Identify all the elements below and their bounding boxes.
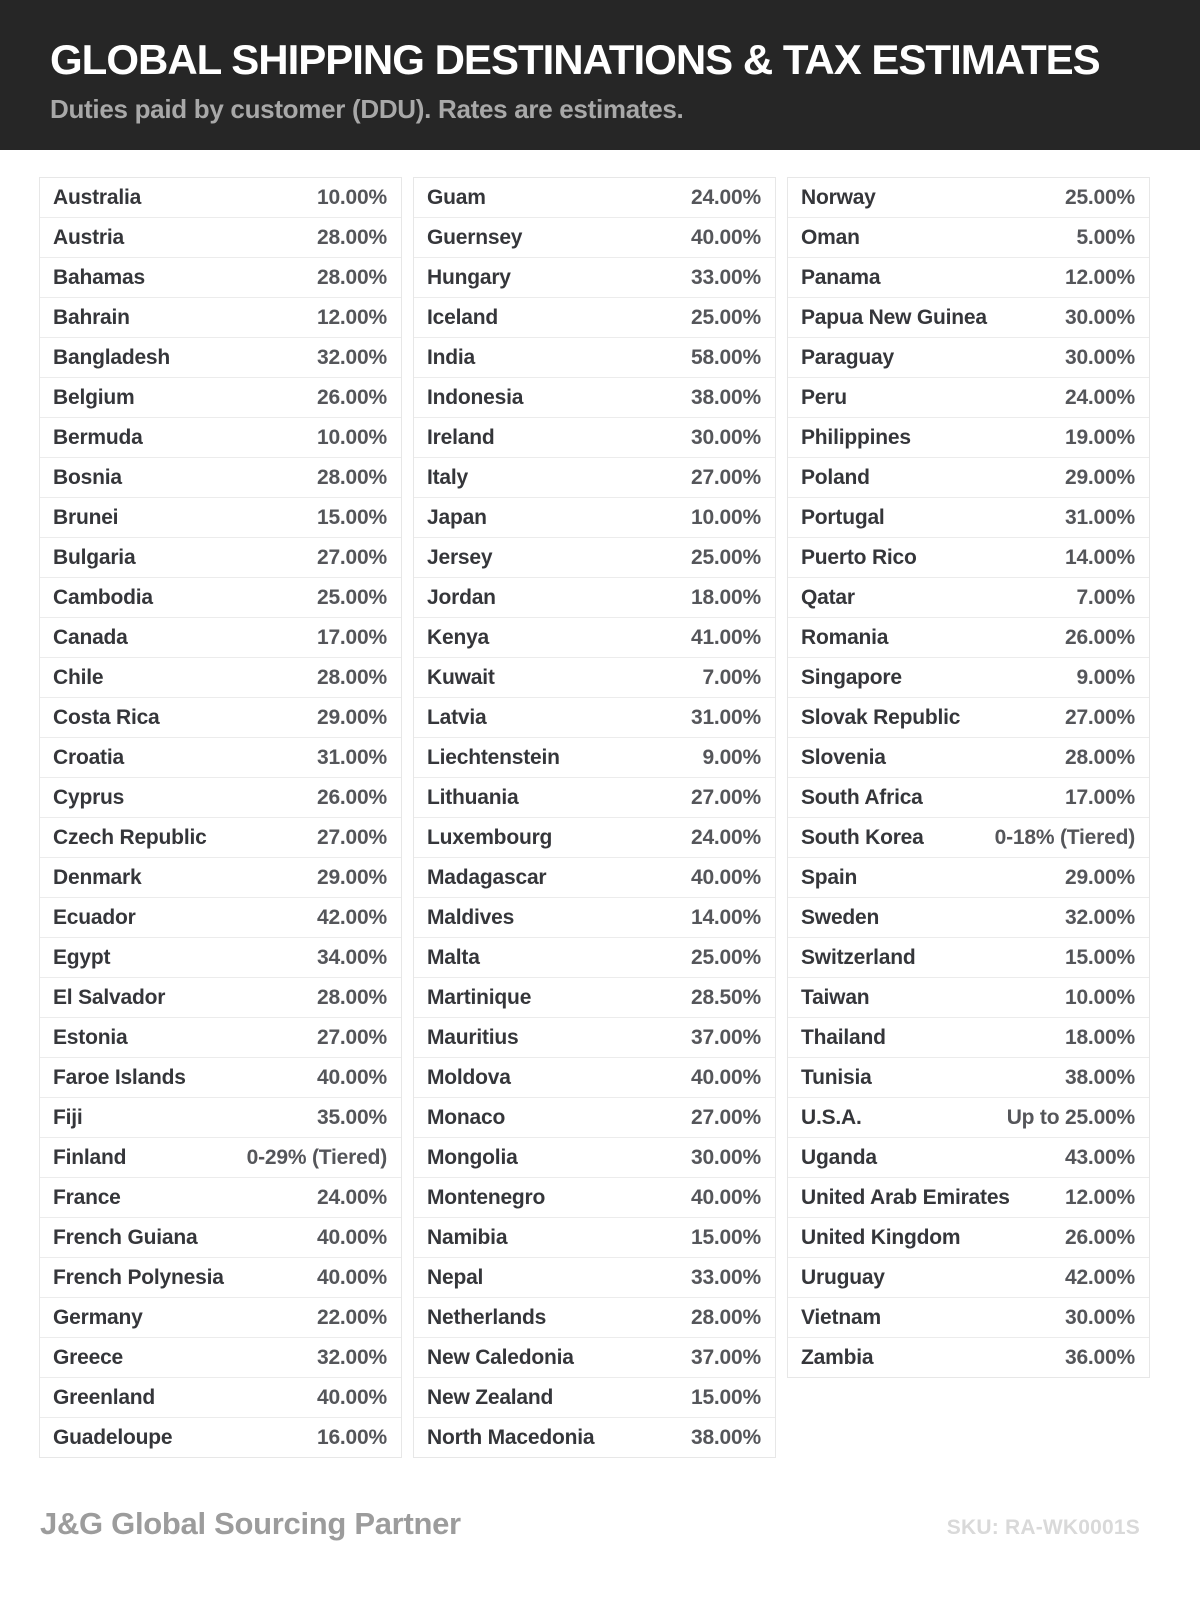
tax-rate-value: 12.00% bbox=[316, 305, 387, 329]
table-row bbox=[414, 698, 775, 738]
country-name: Estonia bbox=[53, 1025, 128, 1049]
tax-rate-value: 40.00% bbox=[690, 865, 761, 889]
table-row bbox=[414, 738, 775, 778]
country-name: Sweden bbox=[801, 905, 880, 929]
table-row bbox=[788, 338, 1149, 378]
sku-label: SKU: RA-WK0001S bbox=[946, 1516, 1140, 1539]
tax-rate-value: 32.00% bbox=[316, 1345, 387, 1369]
country-name: Philippines bbox=[801, 425, 911, 449]
country-name: India bbox=[427, 345, 476, 369]
tax-rate-value: 29.00% bbox=[316, 865, 387, 889]
table-row bbox=[40, 778, 401, 818]
country-name: Guadeloupe bbox=[53, 1425, 173, 1449]
tax-rate-value: 35.00% bbox=[316, 1105, 387, 1129]
table-row bbox=[40, 458, 401, 498]
table-row bbox=[414, 858, 775, 898]
table-row bbox=[414, 978, 775, 1018]
table-row bbox=[414, 658, 775, 698]
tax-rate-value: 27.00% bbox=[1064, 705, 1135, 729]
table-row bbox=[40, 418, 401, 458]
tax-rate-value: 40.00% bbox=[316, 1065, 387, 1089]
rates-column-1 bbox=[39, 177, 402, 1458]
table-row bbox=[788, 1338, 1149, 1377]
country-name: Guam bbox=[427, 185, 486, 209]
table-row bbox=[788, 618, 1149, 658]
tax-rate-value: 5.00% bbox=[1076, 225, 1135, 249]
country-name: Brunei bbox=[53, 505, 119, 529]
table-row bbox=[414, 338, 775, 378]
tax-rate-value: 40.00% bbox=[316, 1385, 387, 1409]
table-row bbox=[788, 1058, 1149, 1098]
country-name: Germany bbox=[53, 1305, 143, 1329]
country-name: Singapore bbox=[801, 665, 902, 689]
country-name: Papua New Guinea bbox=[801, 305, 987, 329]
country-name: Chile bbox=[53, 665, 104, 689]
country-name: Bahamas bbox=[53, 265, 145, 289]
table-row bbox=[414, 1258, 775, 1298]
country-name: Denmark bbox=[53, 865, 142, 889]
tax-rate-value: 19.00% bbox=[1064, 425, 1135, 449]
tax-rate-value: 15.00% bbox=[690, 1385, 761, 1409]
table-row bbox=[40, 498, 401, 538]
country-name: Ireland bbox=[427, 425, 495, 449]
table-row bbox=[40, 1418, 401, 1457]
tax-rate-value: 29.00% bbox=[316, 705, 387, 729]
country-name: Mauritius bbox=[427, 1025, 519, 1049]
tax-rate-value: 14.00% bbox=[690, 905, 761, 929]
table-row bbox=[788, 858, 1149, 898]
tax-rate-value: 34.00% bbox=[316, 945, 387, 969]
country-name: Spain bbox=[801, 865, 858, 889]
country-name: Iceland bbox=[427, 305, 498, 329]
table-row bbox=[40, 1098, 401, 1138]
table-row bbox=[414, 1218, 775, 1258]
table-row bbox=[40, 658, 401, 698]
table-row bbox=[40, 698, 401, 738]
header-banner bbox=[0, 0, 1200, 150]
table-row bbox=[414, 1058, 775, 1098]
table-row bbox=[788, 1098, 1149, 1138]
tax-rate-value: 7.00% bbox=[1076, 585, 1135, 609]
table-row bbox=[40, 1378, 401, 1418]
tax-rate-value: 28.00% bbox=[316, 665, 387, 689]
country-name: Panama bbox=[801, 265, 881, 289]
country-name: Slovenia bbox=[801, 745, 886, 769]
country-name: El Salvador bbox=[53, 985, 166, 1009]
tax-rate-value: 16.00% bbox=[316, 1425, 387, 1449]
tax-rate-value: 24.00% bbox=[690, 825, 761, 849]
tax-rate-value: 10.00% bbox=[316, 425, 387, 449]
tax-rate-value: 24.00% bbox=[1064, 385, 1135, 409]
table-row bbox=[788, 1138, 1149, 1178]
table-row bbox=[414, 938, 775, 978]
country-name: Ecuador bbox=[53, 905, 136, 929]
tax-rate-value: 37.00% bbox=[690, 1025, 761, 1049]
country-name: Thailand bbox=[801, 1025, 886, 1049]
country-name: Jersey bbox=[427, 545, 493, 569]
table-row bbox=[414, 1098, 775, 1138]
country-name: Australia bbox=[53, 185, 142, 209]
table-row bbox=[788, 1018, 1149, 1058]
country-name: Vietnam bbox=[801, 1305, 881, 1329]
tax-rate-value: 31.00% bbox=[316, 745, 387, 769]
country-name: Bulgaria bbox=[53, 545, 136, 569]
country-name: Slovak Republic bbox=[801, 705, 961, 729]
tax-rate-value: 25.00% bbox=[690, 945, 761, 969]
table-row bbox=[788, 898, 1149, 938]
country-name: Martinique bbox=[427, 985, 532, 1009]
country-name: Croatia bbox=[53, 745, 124, 769]
table-row bbox=[414, 1018, 775, 1058]
table-row bbox=[414, 578, 775, 618]
table-row bbox=[40, 1298, 401, 1338]
country-name: U.S.A. bbox=[801, 1105, 862, 1129]
tax-rate-value: 9.00% bbox=[1076, 665, 1135, 689]
table-row bbox=[414, 538, 775, 578]
country-name: Cyprus bbox=[53, 785, 125, 809]
tax-rate-value: 27.00% bbox=[316, 545, 387, 569]
tax-rate-value: 17.00% bbox=[1064, 785, 1135, 809]
tax-rate-value: 0-18% (Tiered) bbox=[994, 825, 1135, 849]
tax-rate-value: 30.00% bbox=[1064, 1305, 1135, 1329]
tax-rate-value: 30.00% bbox=[690, 1145, 761, 1169]
tax-rate-value: 30.00% bbox=[1064, 305, 1135, 329]
table-row bbox=[788, 1178, 1149, 1218]
tax-rate-value: 18.00% bbox=[1064, 1025, 1135, 1049]
tax-rate-value: 37.00% bbox=[690, 1345, 761, 1369]
tax-rate-value: 15.00% bbox=[690, 1225, 761, 1249]
table-row bbox=[788, 738, 1149, 778]
table-row bbox=[40, 1338, 401, 1378]
country-name: Tunisia bbox=[801, 1065, 872, 1089]
country-name: Luxembourg bbox=[427, 825, 553, 849]
tax-rate-value: 25.00% bbox=[690, 305, 761, 329]
table-row bbox=[788, 658, 1149, 698]
country-name: Bahrain bbox=[53, 305, 130, 329]
table-row bbox=[788, 778, 1149, 818]
tax-rate-value: 27.00% bbox=[690, 465, 761, 489]
country-name: Costa Rica bbox=[53, 705, 160, 729]
tax-rate-table bbox=[0, 150, 1200, 1458]
country-name: Hungary bbox=[427, 265, 511, 289]
table-row bbox=[414, 498, 775, 538]
rates-column-3 bbox=[787, 177, 1150, 1378]
table-row bbox=[40, 298, 401, 338]
table-row bbox=[788, 498, 1149, 538]
tax-rate-value: 31.00% bbox=[690, 705, 761, 729]
country-name: Netherlands bbox=[427, 1305, 547, 1329]
page-subtitle: Duties paid by customer (DDU). Rates are estimates. bbox=[50, 94, 684, 124]
tax-rate-value: 58.00% bbox=[690, 345, 761, 369]
table-row bbox=[788, 818, 1149, 858]
tax-rate-value: 12.00% bbox=[1064, 265, 1135, 289]
tax-rate-value: 38.00% bbox=[690, 1425, 761, 1449]
tax-rate-value: 33.00% bbox=[690, 265, 761, 289]
table-row bbox=[40, 1138, 401, 1178]
country-name: Japan bbox=[427, 505, 487, 529]
table-row bbox=[40, 578, 401, 618]
country-name: South Korea bbox=[801, 825, 924, 849]
table-row bbox=[40, 738, 401, 778]
tax-rate-value: 38.00% bbox=[1064, 1065, 1135, 1089]
table-row bbox=[40, 978, 401, 1018]
brand-name: J&G Global Sourcing Partner bbox=[40, 1506, 461, 1541]
table-row bbox=[40, 258, 401, 298]
tax-rate-value: 27.00% bbox=[316, 1025, 387, 1049]
country-name: Faroe Islands bbox=[53, 1065, 186, 1089]
tax-rate-value: 41.00% bbox=[690, 625, 761, 649]
table-row bbox=[788, 178, 1149, 218]
tax-rate-value: 25.00% bbox=[1064, 185, 1135, 209]
table-row bbox=[414, 898, 775, 938]
table-row bbox=[414, 258, 775, 298]
tax-rate-value: 26.00% bbox=[1064, 625, 1135, 649]
country-name: Finland bbox=[53, 1145, 127, 1169]
country-name: United Kingdom bbox=[801, 1225, 961, 1249]
country-name: Oman bbox=[801, 225, 860, 249]
tax-rate-value: 10.00% bbox=[1064, 985, 1135, 1009]
tax-rate-value: 10.00% bbox=[690, 505, 761, 529]
country-name: Nepal bbox=[427, 1265, 484, 1289]
country-name: Latvia bbox=[427, 705, 487, 729]
country-name: Zambia bbox=[801, 1345, 874, 1369]
country-name: United Arab Emirates bbox=[801, 1185, 1010, 1209]
country-name: Monaco bbox=[427, 1105, 506, 1129]
country-name: Namibia bbox=[427, 1225, 508, 1249]
table-row bbox=[788, 938, 1149, 978]
tax-rate-value: 26.00% bbox=[316, 785, 387, 809]
table-row bbox=[40, 1178, 401, 1218]
table-row bbox=[40, 378, 401, 418]
table-row bbox=[788, 578, 1149, 618]
country-name: Bermuda bbox=[53, 425, 143, 449]
table-row bbox=[788, 378, 1149, 418]
table-row bbox=[788, 978, 1149, 1018]
table-row bbox=[788, 458, 1149, 498]
tax-rate-value: 22.00% bbox=[316, 1305, 387, 1329]
tax-rate-value: 40.00% bbox=[690, 1185, 761, 1209]
tax-rate-value: 0-29% (Tiered) bbox=[246, 1145, 387, 1169]
table-row bbox=[40, 858, 401, 898]
tax-rate-value: 27.00% bbox=[690, 1105, 761, 1129]
table-row bbox=[40, 818, 401, 858]
country-name: Greece bbox=[53, 1345, 124, 1369]
tax-rate-value: 14.00% bbox=[1064, 545, 1135, 569]
page-title: GLOBAL SHIPPING DESTINATIONS & TAX ESTIMATES bbox=[50, 36, 1100, 83]
country-name: Greenland bbox=[53, 1385, 156, 1409]
tax-rate-value: Up to 25.00% bbox=[1006, 1105, 1135, 1129]
country-name: Czech Republic bbox=[53, 825, 207, 849]
table-row bbox=[40, 538, 401, 578]
tax-rate-value: 15.00% bbox=[316, 505, 387, 529]
tax-rate-value: 27.00% bbox=[316, 825, 387, 849]
tax-rate-value: 32.00% bbox=[1064, 905, 1135, 929]
table-row bbox=[40, 218, 401, 258]
tax-rate-value: 24.00% bbox=[690, 185, 761, 209]
tax-rate-value: 30.00% bbox=[1064, 345, 1135, 369]
table-row bbox=[40, 1018, 401, 1058]
tax-rate-value: 38.00% bbox=[690, 385, 761, 409]
country-name: Taiwan bbox=[801, 985, 870, 1009]
country-name: French Polynesia bbox=[53, 1265, 224, 1289]
table-row bbox=[414, 298, 775, 338]
country-name: Indonesia bbox=[427, 385, 524, 409]
table-row bbox=[788, 218, 1149, 258]
country-name: Kenya bbox=[427, 625, 490, 649]
table-row bbox=[788, 538, 1149, 578]
table-row bbox=[40, 938, 401, 978]
tax-rate-value: 28.00% bbox=[690, 1305, 761, 1329]
table-row bbox=[40, 338, 401, 378]
table-row bbox=[414, 1378, 775, 1418]
country-name: Egypt bbox=[53, 945, 111, 969]
tax-rate-value: 15.00% bbox=[1064, 945, 1135, 969]
country-name: Belgium bbox=[53, 385, 135, 409]
tax-rate-value: 28.00% bbox=[1064, 745, 1135, 769]
country-name: Jordan bbox=[427, 585, 496, 609]
country-name: Uganda bbox=[801, 1145, 877, 1169]
country-name: Bangladesh bbox=[53, 345, 171, 369]
country-name: Bosnia bbox=[53, 465, 122, 489]
country-name: New Caledonia bbox=[427, 1345, 574, 1369]
country-name: Liechtenstein bbox=[427, 745, 560, 769]
country-name: New Zealand bbox=[427, 1385, 554, 1409]
country-name: Italy bbox=[427, 465, 469, 489]
tax-rate-value: 25.00% bbox=[690, 545, 761, 569]
tax-rate-value: 27.00% bbox=[690, 785, 761, 809]
tax-rate-value: 26.00% bbox=[316, 385, 387, 409]
country-name: Moldova bbox=[427, 1065, 511, 1089]
country-name: Cambodia bbox=[53, 585, 153, 609]
table-row bbox=[414, 418, 775, 458]
country-name: South Africa bbox=[801, 785, 923, 809]
table-row bbox=[414, 1178, 775, 1218]
tax-rate-value: 40.00% bbox=[690, 1065, 761, 1089]
country-name: Uruguay bbox=[801, 1265, 885, 1289]
table-row bbox=[788, 698, 1149, 738]
country-name: Romania bbox=[801, 625, 889, 649]
country-name: Puerto Rico bbox=[801, 545, 917, 569]
country-name: Lithuania bbox=[427, 785, 519, 809]
table-row bbox=[414, 1298, 775, 1338]
country-name: French Guiana bbox=[53, 1225, 198, 1249]
tax-rate-value: 28.00% bbox=[316, 265, 387, 289]
tax-rate-value: 29.00% bbox=[1064, 865, 1135, 889]
tax-rate-value: 28.00% bbox=[316, 225, 387, 249]
table-row bbox=[414, 1418, 775, 1457]
tax-rate-value: 40.00% bbox=[316, 1265, 387, 1289]
country-name: Paraguay bbox=[801, 345, 894, 369]
tax-rate-value: 7.00% bbox=[702, 665, 761, 689]
table-row bbox=[788, 298, 1149, 338]
tax-rate-value: 36.00% bbox=[1064, 1345, 1135, 1369]
tax-rate-value: 32.00% bbox=[316, 345, 387, 369]
tax-rate-value: 33.00% bbox=[690, 1265, 761, 1289]
tax-rate-value: 9.00% bbox=[702, 745, 761, 769]
country-name: Malta bbox=[427, 945, 480, 969]
country-name: Poland bbox=[801, 465, 870, 489]
tax-rate-value: 42.00% bbox=[1064, 1265, 1135, 1289]
tax-rate-value: 30.00% bbox=[690, 425, 761, 449]
country-name: Norway bbox=[801, 185, 876, 209]
table-row bbox=[414, 818, 775, 858]
tax-rate-value: 31.00% bbox=[1064, 505, 1135, 529]
country-name: Guernsey bbox=[427, 225, 523, 249]
country-name: Kuwait bbox=[427, 665, 495, 689]
table-row bbox=[788, 1218, 1149, 1258]
country-name: Maldives bbox=[427, 905, 515, 929]
table-row bbox=[414, 378, 775, 418]
tax-rate-value: 29.00% bbox=[1064, 465, 1135, 489]
tax-rate-value: 40.00% bbox=[316, 1225, 387, 1249]
tax-rate-value: 28.00% bbox=[316, 465, 387, 489]
table-row bbox=[40, 1058, 401, 1098]
country-name: Qatar bbox=[801, 585, 855, 609]
table-row bbox=[788, 258, 1149, 298]
rates-column-2 bbox=[413, 177, 776, 1458]
country-name: Mongolia bbox=[427, 1145, 518, 1169]
country-name: Switzerland bbox=[801, 945, 916, 969]
table-row bbox=[414, 1138, 775, 1178]
table-row bbox=[40, 1258, 401, 1298]
tax-rate-value: 12.00% bbox=[1064, 1185, 1135, 1209]
table-row bbox=[414, 618, 775, 658]
table-row bbox=[40, 1218, 401, 1258]
tax-rate-value: 28.50% bbox=[690, 985, 761, 1009]
country-name: Fiji bbox=[53, 1105, 83, 1129]
country-name: France bbox=[53, 1185, 121, 1209]
table-row bbox=[788, 1298, 1149, 1338]
table-row bbox=[788, 1258, 1149, 1298]
tax-rate-value: 25.00% bbox=[316, 585, 387, 609]
table-row bbox=[414, 1338, 775, 1378]
country-name: Madagascar bbox=[427, 865, 547, 889]
country-name: Montenegro bbox=[427, 1185, 546, 1209]
country-name: Canada bbox=[53, 625, 128, 649]
tax-rate-value: 18.00% bbox=[690, 585, 761, 609]
footer bbox=[40, 1506, 1140, 1542]
table-row bbox=[788, 418, 1149, 458]
table-row bbox=[40, 898, 401, 938]
country-name: Peru bbox=[801, 385, 847, 409]
table-row bbox=[414, 778, 775, 818]
tax-rate-value: 17.00% bbox=[316, 625, 387, 649]
table-row bbox=[414, 458, 775, 498]
country-name: Austria bbox=[53, 225, 124, 249]
tax-rate-value: 26.00% bbox=[1064, 1225, 1135, 1249]
table-row bbox=[40, 618, 401, 658]
country-name: North Macedonia bbox=[427, 1425, 595, 1449]
tax-rate-value: 42.00% bbox=[316, 905, 387, 929]
tax-rate-value: 43.00% bbox=[1064, 1145, 1135, 1169]
tax-rate-value: 24.00% bbox=[316, 1185, 387, 1209]
table-row bbox=[414, 178, 775, 218]
tax-rate-value: 28.00% bbox=[316, 985, 387, 1009]
table-row bbox=[40, 178, 401, 218]
tax-rate-value: 40.00% bbox=[690, 225, 761, 249]
tax-rate-value: 10.00% bbox=[316, 185, 387, 209]
table-row bbox=[414, 218, 775, 258]
country-name: Portugal bbox=[801, 505, 885, 529]
